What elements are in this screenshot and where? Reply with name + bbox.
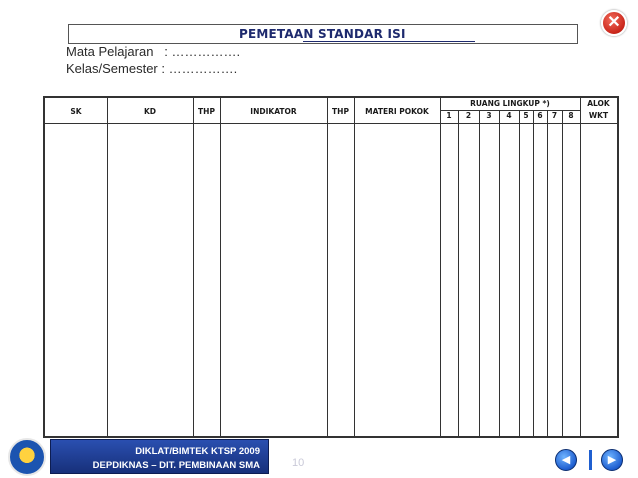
col-divider [107, 98, 108, 436]
page-title: PEMETAAN STANDAR ISI [239, 27, 406, 41]
col-divider [193, 98, 194, 436]
class-semester-line: Kelas/Semester : ……………. [66, 61, 238, 76]
next-arrow-icon: ▶ [607, 454, 617, 466]
col-divider [354, 98, 355, 436]
prev-button[interactable] [555, 449, 577, 471]
header-sk: SK [70, 107, 82, 116]
scope-number: 6 [537, 111, 543, 120]
header-alok: ALOK [587, 99, 610, 108]
col-divider [220, 98, 221, 436]
subject-line: Mata Pelajaran : ……………. [66, 44, 241, 59]
tut-wuri-handayani-logo [8, 438, 46, 476]
next-button[interactable] [601, 449, 623, 471]
header-thp-2: THP [332, 107, 349, 116]
footer-panel [50, 439, 269, 474]
title-box [68, 24, 578, 44]
page-number: 10 [292, 457, 305, 469]
scope-number: 8 [568, 111, 574, 120]
nav-separator [589, 450, 592, 470]
footer-line-1: DIKLAT/BIMTEK KTSP 2009 [135, 446, 260, 457]
scope-number: 5 [523, 111, 529, 120]
close-button[interactable] [601, 10, 627, 36]
header-thp-1: THP [198, 107, 215, 116]
col-divider [562, 110, 563, 436]
col-divider [580, 98, 581, 436]
scope-number: 3 [486, 111, 492, 120]
scope-number: 2 [465, 111, 472, 120]
col-divider [519, 110, 520, 436]
col-divider [533, 110, 534, 436]
col-divider [327, 98, 328, 436]
header-materi-pokok: MATERI POKOK [365, 107, 429, 116]
col-divider [499, 110, 500, 436]
mapping-table [43, 96, 619, 438]
scope-number: 1 [446, 111, 452, 120]
col-divider [479, 110, 480, 436]
close-icon: ✕ [607, 14, 621, 31]
header-wkt: WKT [588, 111, 609, 120]
scope-number: 7 [551, 111, 558, 120]
header-bottom-line [45, 123, 617, 124]
header-indikator: INDIKATOR [250, 107, 297, 116]
col-divider [547, 110, 548, 436]
col-divider [458, 110, 459, 436]
col-divider [440, 98, 441, 436]
footer-line-2: DEPDIKNAS – DIT. PEMBINAAN SMA [92, 460, 260, 471]
prev-arrow-icon: ◀ [561, 454, 571, 466]
scope-number: 4 [506, 111, 512, 120]
header-kd: KD [143, 107, 157, 116]
title-underline [303, 41, 475, 42]
header-ruang-lingkup: RUANG LINGKUP *) [470, 99, 550, 108]
